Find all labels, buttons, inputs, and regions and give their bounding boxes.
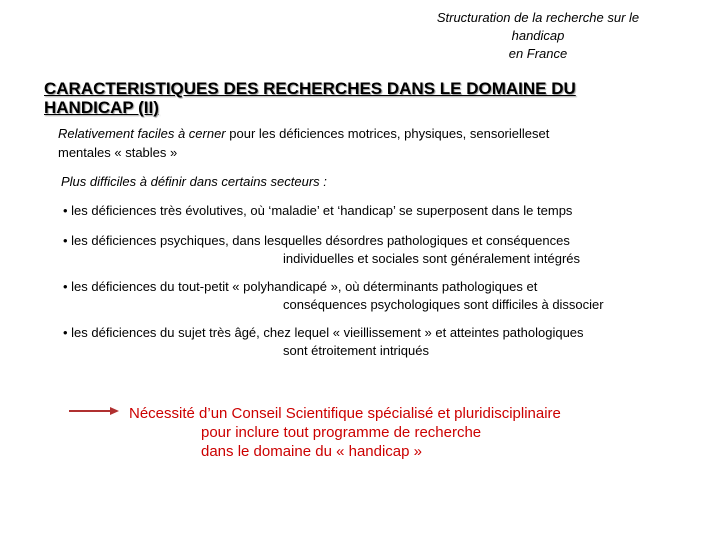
conclusion-line-2: pour inclure tout programme de recherche <box>201 424 482 441</box>
bullet-continuation: individuelles et sociales sont généralement intégrés <box>283 251 581 266</box>
header-line-3: en France <box>508 46 568 61</box>
conclusion-line-3: dans le domaine du « handicap » <box>201 443 423 460</box>
header-line-1: Structuration de la recherche sur le <box>436 10 640 25</box>
bullet-text: • les déficiences du sujet très âgé, chez lequel « vieillissement » et atteintes pathologiques <box>63 325 584 340</box>
conclusion-line-1: Nécessité d’un Conseil Scientifique spécialisé et pluridisciplinaire <box>129 405 561 422</box>
conclusion <box>129 404 561 461</box>
bullet-text: • les déficiences du tout-petit « polyhandicapé », où déterminants pathologiques et <box>63 279 538 294</box>
intro-emphasis: Relativement faciles à cerner <box>58 126 226 141</box>
list-item <box>63 324 584 360</box>
title-line-2: HANDICAP (II) <box>44 98 159 117</box>
header-line-2: handicap <box>511 28 565 43</box>
subheading: Plus difficiles à définir dans certains secteurs : <box>61 174 327 189</box>
slide-title <box>44 79 684 117</box>
intro-rest: pour les déficiences motrices, physiques, sensorielleset <box>225 126 550 141</box>
list-item <box>63 232 580 268</box>
intro-paragraph <box>58 124 678 162</box>
right-arrow-icon <box>68 405 120 417</box>
bullet-text: • les déficiences très évolutives, où ‘maladie’ et ‘handicap’ se superposent dans le temps <box>63 203 573 218</box>
bullet-continuation: conséquences psychologiques sont difficiles à dissocier <box>283 297 604 312</box>
title-line-1: CARACTERISTIQUES DES RECHERCHES DANS LE DOMAINE DU <box>44 79 576 98</box>
slide-header <box>418 9 658 63</box>
bullet-continuation: sont étroitement intriqués <box>283 343 429 358</box>
bullet-text: • les déficiences psychiques, dans lesquelles désordres pathologiques et conséquences <box>63 233 570 248</box>
list-item <box>63 278 604 314</box>
list-item <box>63 202 572 220</box>
intro-line-2: mentales « stables » <box>58 145 178 160</box>
